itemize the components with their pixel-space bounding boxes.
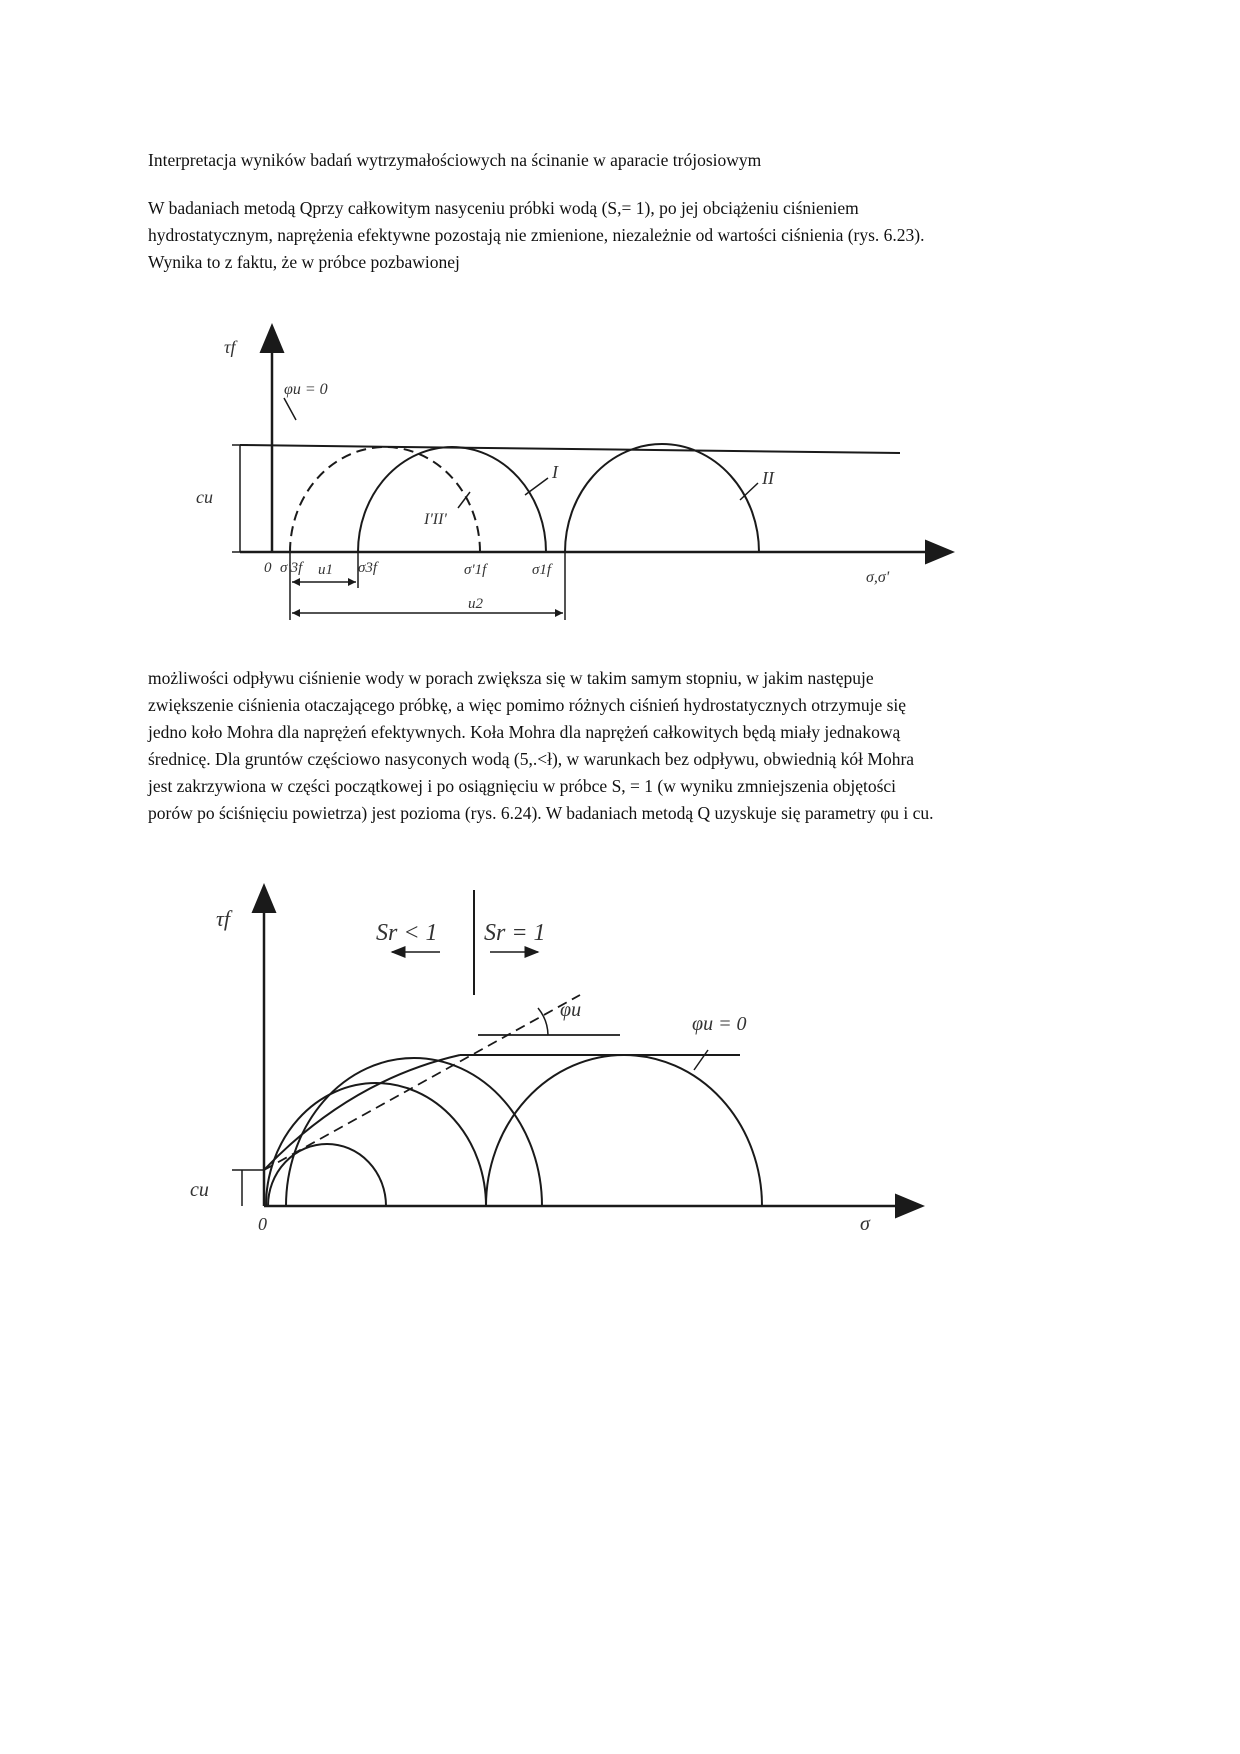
- cu-label: cu: [196, 487, 213, 507]
- phi-angle-arc: [538, 1008, 548, 1035]
- leader-I: [525, 478, 548, 495]
- circle-I-label: I: [552, 462, 558, 482]
- mohr-circle-2: [266, 1083, 486, 1206]
- u2-label: u2: [468, 596, 483, 612]
- envelope-line: [240, 445, 900, 453]
- phi-u-zero-label: φu = 0: [692, 1013, 747, 1035]
- paragraph-line: Wynika to z faktu, że w próbce pozbawionej: [148, 252, 460, 272]
- figure-mohr-circles-partial-saturation: [160, 870, 940, 1270]
- phi-u-label: φu = 0: [284, 381, 328, 398]
- sr-eq-1-label: Sr = 1: [484, 920, 546, 946]
- sigma1f-eff-label: σ'1f: [464, 562, 487, 578]
- sr-lt-1-label: Sr < 1: [376, 920, 438, 946]
- circle-II-label: II: [762, 468, 774, 488]
- leader-phi: [284, 398, 296, 420]
- paragraph-line: jest zakrzywiona w części początkowej i po osiągnięciu w próbce S, = 1 (w wyniku zmniejszenia objętości: [148, 776, 897, 796]
- tau-axis-label: τf: [216, 906, 230, 931]
- origin-label: 0: [258, 1214, 267, 1234]
- u1-label: u1: [318, 562, 333, 578]
- paragraph-2: [148, 665, 1098, 827]
- paragraph-1: [148, 195, 1098, 276]
- paragraph-line: jedno koło Mohra dla naprężeń efektywnych. Koła Mohra dla naprężeń całkowitych będą miały jednakową: [148, 722, 901, 742]
- origin-label: 0: [264, 560, 272, 576]
- circle-eff-label: I'II': [424, 511, 447, 528]
- sigma-axis-label: σ,σ': [866, 569, 890, 586]
- figure-mohr-circles-saturated: [180, 320, 980, 640]
- paragraph-line: hydrostatycznym, naprężenia efektywne pozostają nie zmienione, niezależnie od wartości ciśnienia (rys. 6.23).: [148, 225, 925, 245]
- sigma3f-eff-label: σ'3f: [280, 560, 303, 576]
- document-title: Interpretacja wyników badań wytrzymałościowych na ścinanie w aparacie trójosiowym: [148, 150, 762, 170]
- paragraph-line: zwiększenie ciśnienia otaczającego próbkę, a więc pomimo różnych ciśnień hydrostatycznych otrzymuje się: [148, 695, 907, 715]
- tau-axis-label: τf: [224, 337, 236, 357]
- paragraph-line: W badaniach metodą Qprzy całkowitym nasyceniu próbki wodą (S,= 1), po jej obciążeniu ciśnieniem: [148, 198, 859, 218]
- paragraph-line: możliwości odpływu ciśnienie wody w porach zwiększa się w takim samym stopniu, w jakim następuje: [148, 668, 874, 688]
- paragraph-line: porów po ściśnięciu powietrza) jest pozioma (rys. 6.24). W badaniach metodą Q uzyskuje się parametry φu i cu.: [148, 803, 934, 823]
- circle-II: [565, 444, 759, 552]
- leader-phi-zero: [694, 1050, 708, 1070]
- effective-stress-circle: [290, 447, 480, 552]
- paragraph-line: średnicę. Dla gruntów częściowo nasyconych wodą (5,.<ł), w warunkach bez odpływu, obwiednią kół Mohra: [148, 749, 915, 769]
- cu-label: cu: [190, 1179, 209, 1201]
- phi-u-label: φu: [560, 999, 582, 1021]
- sigma3f-label: σ3f: [358, 560, 378, 576]
- mohr-circle-4: [486, 1055, 762, 1206]
- sigma-axis-label: σ: [860, 1213, 870, 1235]
- sigma1f-label: σ1f: [532, 562, 552, 578]
- circle-I: [358, 447, 546, 552]
- dashed-tangent: [264, 995, 580, 1170]
